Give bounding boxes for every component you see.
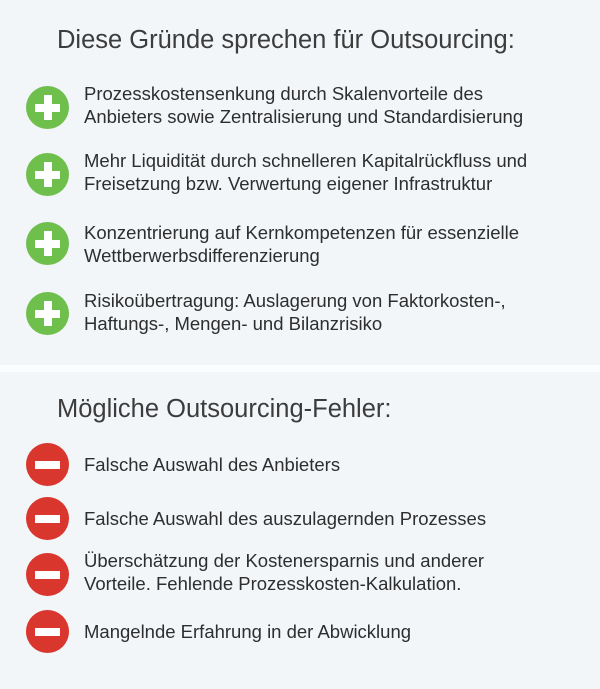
pros-item-line: Haftungs-, Mengen- und Bilanzrisiko — [84, 313, 383, 334]
cons-item-text — [84, 549, 594, 595]
pros-item-line: Risikoübertragung: Auslagerung von Faktorkosten-, — [84, 290, 506, 311]
pros-item-text — [84, 221, 594, 267]
plus-circle-icon — [26, 292, 69, 335]
cons-item-line: Falsche Auswahl des Anbieters — [84, 454, 341, 475]
cons-item-line: Mangelnde Erfahrung in der Abwicklung — [84, 621, 412, 642]
pros-item-line: Mehr Liquidität durch schnelleren Kapitalrückfluss und — [84, 150, 528, 171]
pros-section-title: Diese Gründe sprechen für Outsourcing: — [57, 26, 515, 54]
minus-circle-icon — [26, 553, 69, 596]
cons-item-text — [84, 453, 594, 476]
pros-item-text — [84, 82, 594, 128]
plus-circle-icon — [26, 153, 69, 196]
pros-item-line: Wettberwerbsdifferenzierung — [84, 245, 320, 266]
minus-circle-icon — [26, 497, 69, 540]
cons-section-title: Mögliche Outsourcing-Fehler: — [57, 395, 392, 423]
pros-item-line: Prozesskostensenkung durch Skalenvorteile des — [84, 83, 484, 104]
pros-item-text — [84, 149, 594, 195]
cons-item-text — [84, 620, 594, 643]
cons-item-text — [84, 507, 594, 530]
cons-item-line: Überschätzung der Kostenersparnis und anderer — [84, 550, 485, 571]
pros-item-line: Anbieters sowie Zentralisierung und Standardisierung — [84, 106, 524, 127]
pros-item-text — [84, 289, 594, 335]
plus-circle-icon — [26, 222, 69, 265]
cons-item-line: Vorteile. Fehlende Prozesskosten-Kalkulation. — [84, 573, 462, 594]
minus-circle-icon — [26, 443, 69, 486]
pros-item-line: Konzentrierung auf Kernkompetenzen für essenzielle — [84, 222, 520, 243]
plus-circle-icon — [26, 86, 69, 129]
cons-item-line: Falsche Auswahl des auszulagernden Prozesses — [84, 508, 487, 529]
minus-circle-icon — [26, 610, 69, 653]
pros-item-line: Freisetzung bzw. Verwertung eigener Infrastruktur — [84, 173, 493, 194]
section-divider — [0, 365, 600, 372]
